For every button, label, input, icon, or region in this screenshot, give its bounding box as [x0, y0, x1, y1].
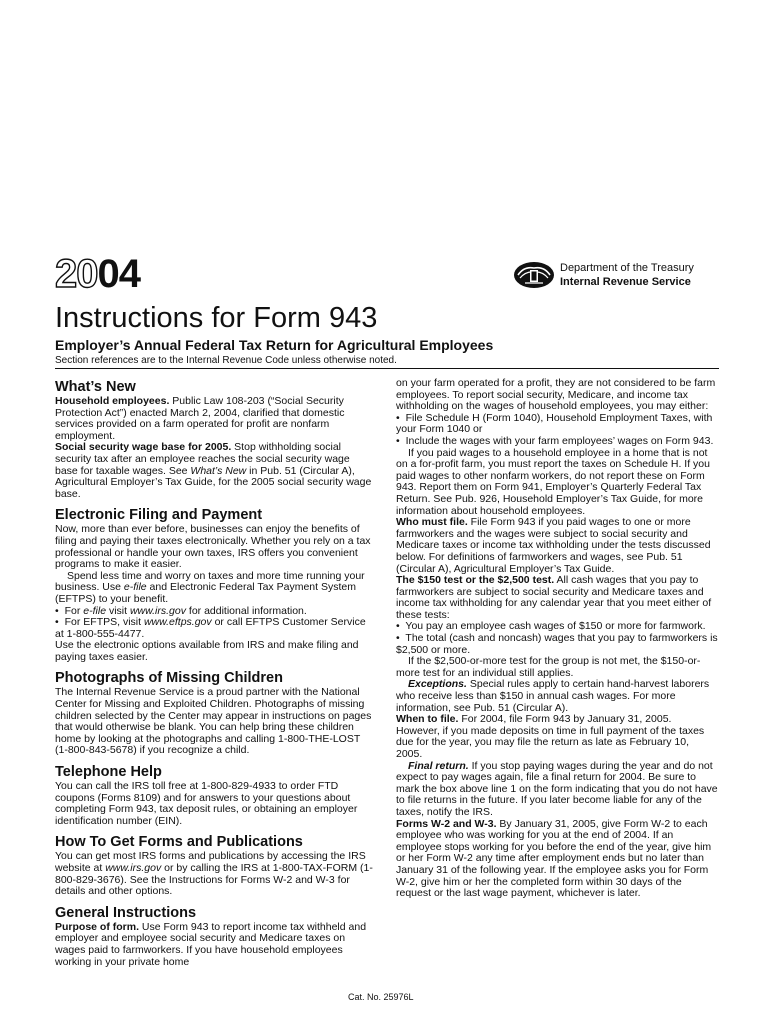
irs-eagle-logo-icon — [512, 260, 556, 290]
paragraph-final-return — [396, 761, 718, 819]
text-wage-tests: All cash wages that you pay to farmworkers are subject to social security and Medicare taxes and income tax withholding for any calendar year that you meet either of these tests: — [396, 574, 712, 621]
bullet-eftps — [55, 617, 373, 640]
paragraph-exceptions — [396, 679, 718, 714]
text-efile-a: For — [61, 604, 84, 617]
paragraph-missing-children: The Internal Revenue Service is a proud partner with the National Center for Missing and Exploited Children. Photographs of missing children selected by the Center may appear in instructions on pages that would otherwise be blank. You can help bring these children home by looking at the photographs and calling 1-800-THE-LOST (1-800-843-5678) if you recognize a child. — [55, 686, 372, 757]
bullet-include-wages: • Include the wages with your farm employees’ wages on Form 943. — [396, 436, 718, 448]
paragraph-get-forms — [55, 851, 373, 897]
text-household-employees: Public Law 108-203 (“Social Security Protection Act”) enacted March 2, 2004, clarified that domestic services provided on a farm operated for profit are nonfarm employment. — [55, 395, 345, 442]
text-electronic-2b: and Electronic Federal Tax Payment System (EFTPS) to your benefit. — [55, 581, 356, 605]
bullet-schedule-h: • File Schedule H (Form 1040), Household Employment Taxes, with your Form 1040 or — [396, 413, 718, 436]
text-efile-b: visit — [106, 604, 130, 617]
heading-general-instructions: General Instructions — [55, 904, 197, 921]
lead-wage-base: Social security wage base for 2005. — [55, 441, 232, 454]
text-final-return: If you stop paying wages during the year and do not expect to pay wages again, file a final return for 2004. Be sure to mark the box above line 1 on the form indicating that you do not have to file returns in the future. If you later become liable for any of the taxes, notify the IRS. — [396, 759, 718, 818]
text-forms-w2-w3: By January 31, 2005, give Form W-2 to each employee who was working for you at the end of 2004. If an employee stops working for you before the end of the year, give him or her Form W-2 any time after employment ends but no later than January 31 of the following year. If the employee asks you for Form W-2, give him or her the completed form within 30 days of the request or the last wage payment, whichever is later. — [396, 817, 712, 900]
page-subtitle: Employer’s Annual Federal Tax Return for Agricultural Employees — [55, 337, 494, 353]
heading-telephone-help: Telephone Help — [55, 764, 162, 781]
paragraph-household-continued: on your farm operated for a profit, they are not considered to be farm employees. To report social security, Medicare, and income tax withholding on the wages of household employees, you may either: — [396, 377, 716, 413]
text-get-forms-a: You can get most IRS forms and publications by accessing the IRS website at — [55, 850, 366, 874]
right-column — [396, 378, 718, 900]
department-name: Department of the Treasury — [560, 262, 694, 274]
paragraph-test-not-met: If the $2,500-or-more test for the group is not met, the $150-or-more test for an individual still applies. — [396, 655, 701, 679]
heading-whats-new: What’s New — [55, 379, 136, 395]
text-eftps-b: or call EFTPS Customer Service at 1-800-555-4477. — [55, 616, 366, 640]
paragraph-electronic-2 — [55, 571, 373, 606]
text-wage-base-b: in Pub. 51 (Circular A), Agricultural Employer’s Tax Guide, for the 2005 social security wage base. — [55, 464, 372, 500]
paragraph-forms-w2-w3 — [396, 819, 718, 900]
text-electronic-2a: Spend less time and worry on taxes and more time running your business. Use — [55, 569, 365, 594]
lead-final-return: Final return. — [408, 759, 469, 772]
paragraph-electronic-1: Now, more than ever before, businesses can enjoy the benefits of filing and paying their taxes electronically. Whether you rely on a tax professional or handle your own taxes, IRS offers you convenient programs to make it easier. — [55, 523, 371, 571]
heading-get-forms: How To Get Forms and Publications — [55, 834, 303, 851]
lead-purpose-of-form: Purpose of form. — [55, 920, 140, 933]
heading-missing-children: Photographs of Missing Children — [55, 670, 283, 687]
lead-household-employees: Household employees. — [55, 395, 170, 407]
left-column — [55, 378, 373, 968]
paragraph-wage-tests — [396, 575, 718, 621]
lead-when-to-file: When to file. — [396, 713, 459, 726]
text-efile-c: for additional information. — [185, 604, 307, 617]
page-title: Instructions for Form 943 — [55, 302, 378, 334]
tax-year-solid: 04 — [97, 252, 140, 296]
lead-exceptions: Exceptions. — [408, 678, 467, 691]
text-exceptions: Special rules apply to certain hand-harvest laborers who receive less than $150 in annual cash wages. For more information, see Pub. 51 (Circular A). — [396, 678, 710, 714]
lead-who-must-file: Who must file. — [396, 516, 468, 529]
agency-block — [512, 260, 732, 292]
paragraph-telephone-help: You can call the IRS toll free at 1-800-829-4933 to order FTD coupons (Forms 8109) and for answers to your questions about completing Form 943, tax deposit rules, or obtaining an employer identification number (EIN). — [55, 780, 358, 827]
text-electronic-2-italic: e-file — [123, 581, 147, 594]
text-efile-italic1: e-file — [83, 604, 107, 617]
link-eftps-website[interactable]: www.eftps.gov — [143, 616, 212, 629]
paragraph-electronic-3: Use the electronic options available from IRS and make filing and paying taxes easier. — [55, 639, 359, 663]
paragraph-nonfarm-workers: If you paid wages to a household employee in a home that is not on a for-profit farm, you must report the taxes on Schedule H. If you paid wages to other nonfarm workers, do not report these on Form 943. Report them on Form 941, Employer’s Quarterly Federal Tax Return. See Pub. 926, Household Employer’s Tax Guide, for more information about household employees. — [396, 446, 710, 517]
lead-forms-w2-w3: Forms W-2 and W-3. — [396, 817, 497, 830]
section-reference-note: Section references are to the Internal Revenue Code unless otherwise noted. — [55, 355, 397, 366]
tax-year-outline: 20 — [55, 252, 98, 296]
paragraph-who-must-file — [396, 517, 718, 575]
text-when-to-file: For 2004, file Form 943 by January 31, 2005. However, if you made deposits on time in full payment of the taxes due for the year, you may file the return as late as February 10, 2005. — [396, 713, 705, 760]
paragraph-household-employees — [55, 396, 373, 442]
paragraph-purpose-of-form — [55, 922, 373, 968]
link-irs-website-2[interactable]: www.irs.gov — [105, 862, 162, 874]
header-divider — [55, 368, 719, 369]
bullet-2500-test: • The total (cash and noncash) wages that you pay to farmworkers is $2,500 or more. — [396, 633, 718, 656]
text-eftps-a: For EFTPS, visit — [61, 616, 144, 629]
text-get-forms-b: or by calling the IRS at 1-800-TAX-FORM (1-800-829-3676). See the Instructions for Forms W-2 and W-3 for details and other options. — [55, 862, 373, 898]
agency-name: Internal Revenue Service — [560, 276, 691, 288]
catalog-number: Cat. No. 25976L — [348, 992, 414, 1002]
paragraph-wage-base — [55, 442, 373, 500]
text-wage-base-a: Stop withholding social security tax after an employee reaches the social security wage base for taxable wages. See — [55, 441, 350, 477]
tax-year — [55, 254, 140, 294]
paragraph-when-to-file — [396, 714, 718, 760]
text-purpose-of-form: Use Form 943 to report income tax withheld and employer and employee social security and Medicare taxes on wages paid to farmworkers. If you have household employees working in your private home — [55, 920, 367, 968]
link-irs-website[interactable]: www.irs.gov — [129, 604, 186, 617]
bullet-150-test: • You pay an employee cash wages of $150 or more for farmwork. — [396, 621, 718, 633]
lead-wage-tests: The $150 test or the $2,500 test. — [396, 574, 555, 587]
heading-electronic-filing: Electronic Filing and Payment — [55, 507, 263, 524]
text-who-must-file: File Form 943 if you paid wages to one or more farmworkers and the wages were subject to social security and Medicare taxes or income tax withholding under the tests discussed below. For definitions of farmworkers and wages, see Pub. 51 (Circular A), Agricultural Employer’s Tax Guide. — [396, 516, 711, 575]
text-wage-base-italic: What’s New — [190, 464, 247, 477]
